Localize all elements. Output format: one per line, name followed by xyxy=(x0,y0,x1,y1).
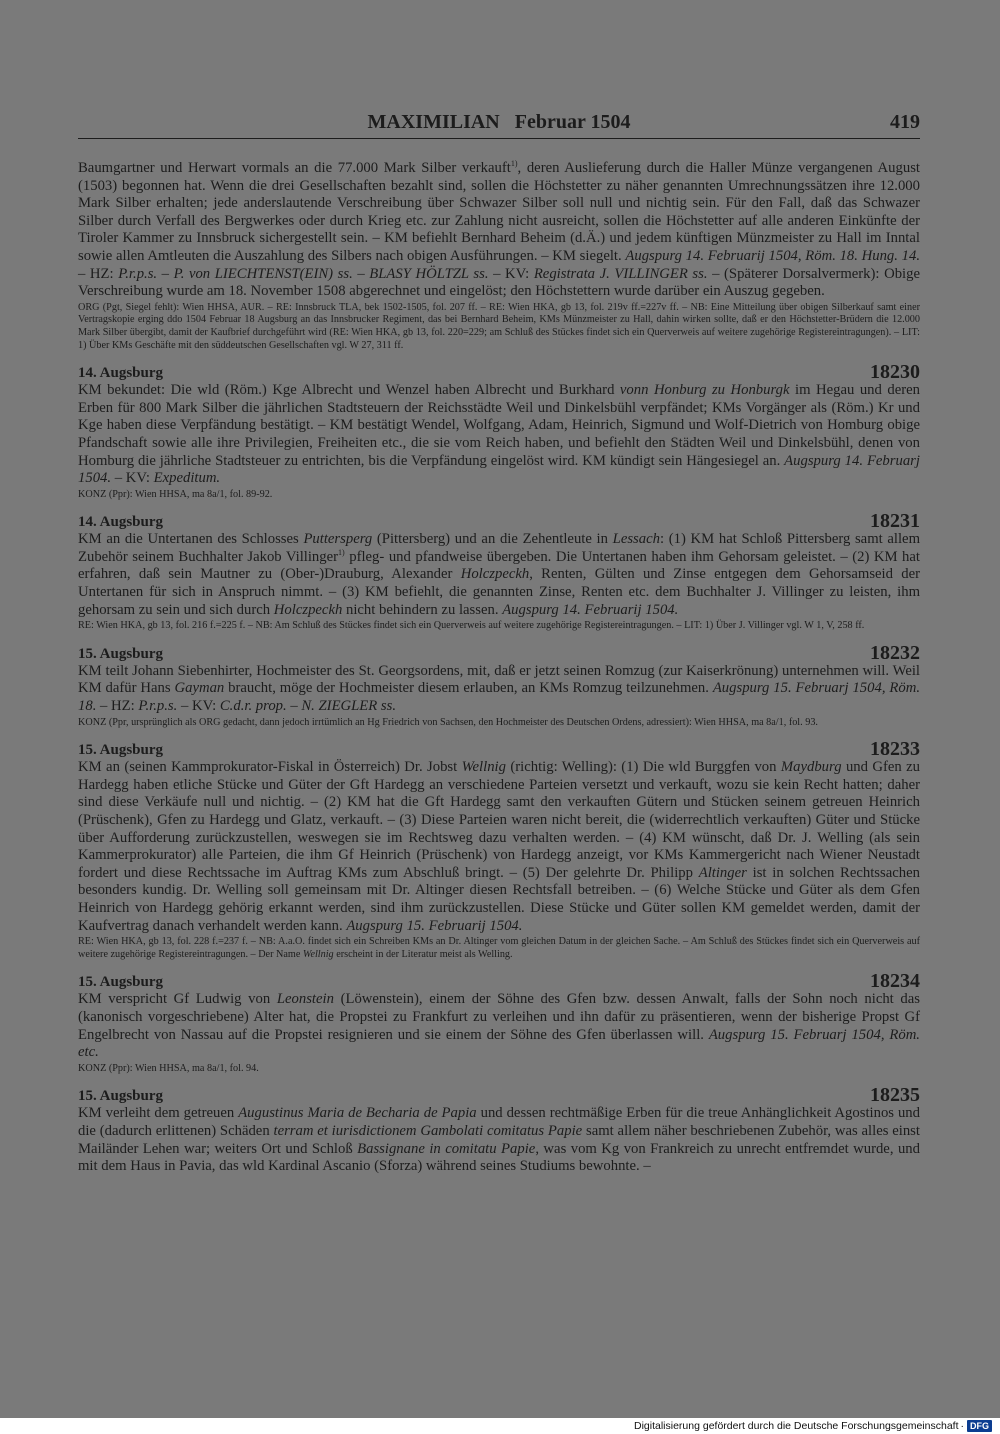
text-run: KONZ (Ppr, ursprünglich als ORG gedacht, dann jedoch irrtümlich an Hg Friedrich von Sachsen, den Hochmeister des Deutschen Ordens, adressiert): Wien HHSA, ma 8a/1, fol. 93. xyxy=(78,716,818,728)
running-header xyxy=(78,108,920,139)
text-run: RE: Wien HKA, gb 13, fol. 228 f.=237 f. – NB: A.a.O. findet sich ein Schreiben KMs an Dr. Altinger vom gleichen Datum in der gleichen Sache. – Am Schluß des Stückes findet sich ein Querverweis auf weitere zugehörige Registereintragungen. – Der Name xyxy=(78,936,920,960)
text-run: und dessen rechtmäßige Erben für die treue Anhänglichkeit Agostinos und die (dadurch erlittenen) Schäden xyxy=(78,1105,920,1139)
text-run: braucht, möge der Hochmeister diesem erlauben, an KMs Romzug teilzunehmen. xyxy=(224,680,713,697)
entry-date: 15. Augsburg xyxy=(78,1088,164,1105)
entry-heading xyxy=(78,1084,920,1105)
italic-run: P.r.p.s. – P. von LIECHTENST(EIN) ss. – BLASY HÖLTZL ss. xyxy=(118,265,489,282)
entry-date: 15. Augsburg xyxy=(78,974,164,991)
italic-run: Puttersperg xyxy=(303,531,373,548)
text-run: – KV: xyxy=(111,470,154,487)
italic-run: Bassignane in comitatu Papie xyxy=(357,1140,536,1157)
entry-source-note xyxy=(78,1063,920,1076)
entry-heading xyxy=(78,970,920,991)
entry-heading xyxy=(78,510,920,531)
italic-run: Augustinus Maria de Becharia de Papia xyxy=(238,1105,477,1122)
entry-date: 15. Augsburg xyxy=(78,645,164,662)
italic-run: terram et iurisdictionem Gambolati comitatus Papie xyxy=(273,1122,583,1139)
regest-entry xyxy=(78,361,920,501)
italic-run: vonn Honburg zu Honburgk xyxy=(619,382,790,399)
text-run: – (Späterer Dorsalvermerk): Obige Verschreibung wurde am 18. November 1508 abgerechnet und eingelöst; den Höchstettern wurde darüber ein Auszug gegeben. xyxy=(78,265,920,300)
italic-run: Wellnig xyxy=(302,948,334,960)
italic-run: Leonstein xyxy=(276,991,334,1008)
text-run: im Hegau und deren Erben für 800 Mark Silber die jährlichen Stadtsteuern der Reichsstädte Weil und Dinkelsbühl verpfändet; KMs Vorgänger als (Röm.) Kr und Kge haben diese Verpfändung bestätigt. – KM bestätigt Wendel, Wolfgang, Adam, Heinrich, Sigmund und Wolf-Dietrich von Homburg obige Pfandschaft sowie alle ihre Privilegien, Freiheiten etc., die sie vom Reich haben, und befiehlt den Städten Weil und Dinkelsbühl, denen von Homburg die jährliche Stadtsteuer zu entrichten, bis die Verpfändung eingelöst wird. KM kündigt sein Hängesiegel an. xyxy=(78,382,920,469)
entry-body xyxy=(78,663,920,716)
dfg-logo-icon: DFG xyxy=(967,1420,992,1432)
footnote-ref: 1) xyxy=(338,547,345,557)
entry-number: 18233 xyxy=(870,738,920,761)
footnote-ref: 1) xyxy=(510,159,518,169)
entry-source-note xyxy=(78,717,920,730)
text-run: KM verspricht Gf Ludwig von xyxy=(78,991,277,1008)
entry-body xyxy=(78,382,920,488)
italic-run: Augspurg 15. Februarj 1504, Röm. etc. xyxy=(78,1026,920,1061)
intro-note xyxy=(78,302,920,352)
entry-date: 15. Augsburg xyxy=(78,742,164,759)
footer-credit-text: Digitalisierung gefördert durch die Deutsche Forschungsgemeinschaft xyxy=(633,1420,959,1432)
text-run: KM an (seinen Kammprokurator-Fiskal in Österreich) Dr. Jobst xyxy=(78,759,462,776)
entry-heading xyxy=(78,738,920,759)
italic-run: Augspurg 14. Februarij 1504, Röm. 18. Hung. 14. xyxy=(625,247,920,264)
entry-source-note xyxy=(78,936,920,961)
italic-run: Lessach xyxy=(612,531,660,548)
text-run: , was vom Kg von Frankreich zu unrecht entfremdet wurde, und mit dem Haus in Pavia, das wld Kardinal Ascanio (Sforza) während seines Studiums bewohnte. – xyxy=(78,1140,920,1175)
entry-number: 18235 xyxy=(870,1084,920,1107)
text-run: KM an die Untertanen des Schlosses xyxy=(78,531,304,548)
italic-run: P.r.p.s. xyxy=(138,698,178,715)
text-run: ORG (Pgt, Siegel fehlt): Wien HHSA, AUR. – RE: Innsbruck TLA, bek 1502-1505, fol. 207 ff. – RE: Wien HKA, gb 13, fol. 219v ff.=227v ff. – NB: Eine Mitteilung über obigen Silberkauf samt einer Vertragskopie erging ddo 1504 Februar 18 Augsburg an das Innsbrucker Regiment, das bei Bernhard Beheim, KMs Münzmeister zu Hall, dahin wirken sollte, daß er den Höchstetter-Brüdern die 12.000 Mark Silber übergibt, damit der Kaufbrief durchgeführt wird (RE: Wien HKA, gb 13, fol. 220=229; am Schluß des Stückes findet sich ein Querverweis auf weitere zugehörige Registereintragungen). – LIT: 1) Über KMs Geschäfte mit den süddeutschen Gesellschaften vgl. W 27, 311 ff. xyxy=(78,301,920,351)
entry-body xyxy=(78,991,920,1061)
text-run: pfleg- und pfandweise übergeben. Die Untertanen haben ihm Gehorsam geleistet. – (2) KM hat erfahren, daß sein Mautner zu (Ober-)Drauburg, Alexander xyxy=(78,548,920,583)
text-run: : (1) KM hat Schloß Pittersberg samt allem Zubehör seinem Buchhalter Jakob Villinger xyxy=(78,531,921,565)
text-run: – KV: xyxy=(488,265,534,282)
text-run: – HZ: xyxy=(78,265,119,282)
text-run: samt allem näher beschriebenen Zubehör, was alles einst Mailänder Lehen war; weiters Ort und Schloß xyxy=(78,1122,920,1157)
text-run: ist in solchen Rechtssachen besonders kundig. Dr. Welling soll gemeinsam mit Dr. Altinger diesen Rechtsfall betreiben. – (6) Welche Stücke und Güter als dem Gfen Heinrich von Hardegg gehörig erkannt werden, sind ihm zurückzustellen. Diese Stücke und Güter sollen KM gemeldet werden, damit der Kaufvertrag danach verhandelt werden kann. xyxy=(78,864,920,934)
italic-run: C.d.r. prop. – N. ZIEGLER ss. xyxy=(219,698,397,715)
text-run: nicht behindern zu lassen. xyxy=(342,601,503,618)
entry-body xyxy=(78,1105,920,1175)
regest-entry xyxy=(78,970,920,1075)
text-run: KM verleiht dem getreuen xyxy=(78,1105,239,1122)
page-content xyxy=(78,160,920,1176)
text-run: Baumgartner und Herwart vormals an die 77.000 Mark Silber verkauft xyxy=(78,160,511,176)
intro-continuation xyxy=(78,160,920,352)
text-run: und Gfen zu Hardegg haben etliche Stücke und Güter der Gft Hardegg an verschiedene Parteien versetzt und verkauft, wozu sie kein Recht hatten; daher sind diese Verkäufe null und nichtig. – (2) KM hat die Gft Hardegg samt den verkauften Gütern und Stücken seinem getreuen Heinrich (Prüschenk), Gfen zu Hardegg und Glatz, verkauft. – (3) Diese Parteien waren nicht bereit, die (widerrechtlich verkauften) Güter und Stücke über Aufforderung zurückzustellen, weswegen sie im Rechtsweg dazu verhalten werden. – (4) KM wünscht, daß Dr. J. Welling (als sein Kammerprokurator) alle Parteien, die ihm Gf Heinrich (Prüschenk) von Hardegg anzeigt, vor KMs Kammergericht nach Wiener Neustadt fordert und diese Rechtssache im Auftrag KMs zum Abschluß bringt. – (5) Der gelehrte Dr. Philipp xyxy=(78,759,920,881)
text-run: RE: Wien HKA, gb 13, fol. 216 f.=225 f. – NB: Am Schluß des Stückes findet sich ein Querverweis auf weitere zugehörige Registereintragungen. – LIT: 1) Über J. Villinger vgl. W 1, V, 258 ff. xyxy=(78,620,865,632)
text-run: – HZ: xyxy=(96,698,139,715)
regest-entry xyxy=(78,642,920,729)
italic-run: Altinger xyxy=(698,864,747,881)
page-number: 419 xyxy=(890,111,920,133)
text-run: KONZ (Ppr): Wien HHSA, ma 8a/1, fol. 94. xyxy=(78,1062,259,1074)
italic-run: Expeditum. xyxy=(153,470,221,487)
entry-heading xyxy=(78,361,920,382)
entry-source-note xyxy=(78,620,920,633)
header-title: MAXIMILIAN Februar 1504 xyxy=(367,111,631,133)
text-run: erscheint in der Literatur meist als Welling. xyxy=(333,948,513,960)
entry-number: 18231 xyxy=(870,510,920,533)
entry-date: 14. Augsburg xyxy=(78,365,164,382)
text-run: , Renten, Gülten und Zinse entgegen dem Gehorsamseid der Untertanen für sich in Anspruch nimmt. – (3) KM befiehlt, die genannten Zinse, Renten etc. dem Buchhalter J. Villinger zu leisten, ihm gehorsam zu sein und sich durch xyxy=(78,566,921,618)
italic-run: Holczpeckh xyxy=(460,566,530,583)
italic-run: Holczpeckh xyxy=(273,601,343,618)
entry-number: 18230 xyxy=(870,361,920,384)
entry-date: 14. Augsburg xyxy=(78,514,164,531)
text-run: (Löwenstein), einem der Söhne des Gfen bzw. dessen Anwalt, falls der Sohn noch nicht das (kanonisch vorgeschriebene) Alter hat, die Propstei zu Frankfurt zu verleihen und ihn dafür zu präsentieren, wenn der bisherige Propst Gf Engelbrecht von Nassau auf die Propstei resignieren und sie einem der Söhne des Gfen überlassen will. xyxy=(78,991,920,1043)
text-run: (Pittersberg) und an die Zehentleute in xyxy=(372,531,613,548)
entry-number: 18232 xyxy=(870,641,920,664)
regest-entry xyxy=(78,1084,920,1175)
italic-run: Gayman xyxy=(174,680,225,697)
text-run: (richtig: Welling): (1) Die wld Burggfen von xyxy=(505,759,781,776)
footer-credit: Digitalisierung gefördert durch die Deutsche Forschungsgemeinschaft · DFG xyxy=(634,1418,992,1434)
italic-run: Registrata J. VILLINGER ss. xyxy=(533,265,708,282)
regesta-entries xyxy=(78,361,920,1176)
intro-body xyxy=(78,160,920,301)
italic-run: Augspurg 15. Februarj 1504, Röm. 18. xyxy=(78,680,920,715)
italic-run: Augspurg 14. Februarj 1504. xyxy=(78,452,920,487)
italic-run: Augspurg 14. Februarij 1504. xyxy=(502,601,679,618)
entry-source-note xyxy=(78,489,920,502)
entry-body xyxy=(78,759,920,935)
regest-entry xyxy=(78,510,920,633)
italic-run: Augspurg 15. Februarij 1504. xyxy=(346,917,523,934)
text-run: KONZ (Ppr): Wien HHSA, ma 8a/1, fol. 89-92. xyxy=(78,488,273,500)
entry-number: 18234 xyxy=(870,970,920,993)
text-run: KM bekundet: Die wld (Röm.) Kge Albrecht und Wenzel haben Albrecht und Burkhard xyxy=(78,382,620,399)
text-run: KM teilt Johann Siebenhirter, Hochmeister des St. Georgsordens, mit, daß er jetzt seinen Romzug (zur Kaiserkrönung) unternehmen will. Weil KM dafür Hans xyxy=(78,662,920,697)
italic-run: Wellnig xyxy=(461,759,506,776)
entry-heading xyxy=(78,642,920,663)
italic-run: Maydburg xyxy=(780,759,842,776)
text-run: , deren Auslieferung durch die Haller Münze vergangenen August (1503) begonnen hat. Wenn die drei Gesellschaften bezahlt sind, sollen die Höchstetter zu näher genannten Umrechnungssätzen ihre 12.000 Mark Silber erhalten; jede anderslautende Verschreibung über Schwazer Silber soll null und nichtig sein. Für den Fall, daß das Schwazer Silber durch Verfall des Bergwerkes oder durch Krieg etc. zur Zahlung nicht ausreicht, sollen die Höchstetter auf alle anderen Einkünfte der Tiroler Kammer zu Innsbruck sichergestellt sein. – KM befiehlt Bernhard Beheim (d.Ä.) und jedem künftigen Münzmeister zu Hall im Inntal sowie allen Amtleuten die Auszahlung des Silbers nach obigen Ausführungen. – KM siegelt. xyxy=(78,160,920,264)
text-run: – KV: xyxy=(177,698,220,715)
regest-entry xyxy=(78,738,920,961)
entry-body xyxy=(78,531,920,619)
